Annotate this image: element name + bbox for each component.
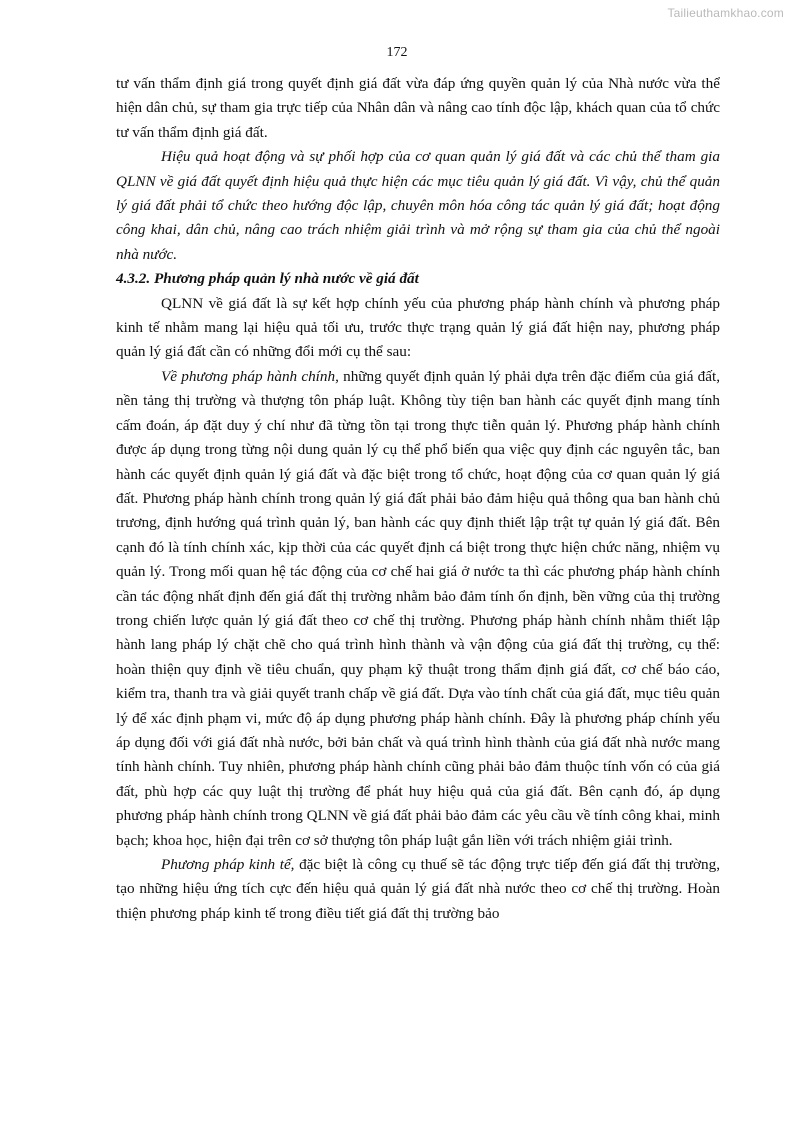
administrative-method-lead: Về phương pháp hành chính [161, 367, 336, 385]
paragraph-continuation: tư vấn thẩm định giá trong quyết định giá đất vừa đáp ứng quyền quản lý của Nhà nước vừa thể hiện dân chủ, sự tham gia trực tiếp của Nhân dân và nâng cao tính độc lập, khách quan của tổ chức tư vấn thẩm định giá đất. [116, 75, 720, 141]
paragraph-qlnn-intro: QLNN về giá đất là sự kết hợp chính yếu của phương pháp hành chính và phương pháp kinh tế nhằm mang lại hiệu quả tối ưu, trước thực trạng quản lý giá đất hiện nay, phương pháp quản lý giá đất cần có những đổi mới cụ thể sau: [116, 294, 720, 361]
paragraph-italic-effectiveness: Hiệu quả hoạt động và sự phối hợp của cơ quan quản lý giá đất và các chủ thể tham gia QLNN về giá đất quyết định hiệu quả thực hiện các mục tiêu quản lý giá đất. Vì vậy, chủ thể quản lý giá đất phải tổ chức theo hướng độc lập, chuyên môn hóa công tác quản lý giá đất; hoạt động công khai, dân chủ, nâng cao trách nhiệm giải trình và mở rộng sự tham gia của chủ thể ngoài nhà nước. [116, 148, 720, 263]
paragraph-economic-method [116, 853, 720, 926]
watermark-text: Tailieuthamkhao.com [667, 6, 784, 20]
paragraph-administrative-method [116, 365, 720, 853]
document-body [116, 72, 720, 926]
administrative-method-body: , những quyết định quản lý phải dựa trên đặc điểm của giá đất, nền tảng thị trường và thượng tôn pháp luật. Không tùy tiện ban hành các quyết định mang tính cấm đoán, áp đặt duy ý chí như đã từng tồn tại trong thực tiễn quản lý. Phương pháp hành chính được áp dụng trong từng nội dung quản lý cụ thể phổ biến qua việc quy định các nguyên tắc, ban hành các quyết định quản lý giá đất và đặc biệt trong tổ chức, hoạt động của cơ quan quản lý giá đất. Phương pháp hành chính trong quản lý giá đất phải bảo đảm hiệu quả thông qua ban hành chủ trương, định hướng quá trình quản lý, ban hành các quy định thiết lập trật tự quản lý giá đất. Bên cạnh đó là tính chính xác, kịp thời của các quyết định cá biệt trong thực hiện chức năng, nhiệm vụ quản lý. Trong mối quan hệ tác động của cơ chế hai giá ở nước ta thì các phương pháp hành chính cần tác động nhất định đến giá đất thị trường nhằm bảo đảm tính ổn định, bền vững của thị trường trong chiến lược quản lý giá đất theo cơ chế thị trường. Phương pháp hành chính nhằm thiết lập hành lang pháp lý chặt chẽ cho quá trình hình thành và vận động của giá đất thị trường, cụ thể: hoàn thiện quy định về tiêu chuẩn, quy phạm kỹ thuật trong thẩm định giá đất, cơ chế báo cáo, kiểm tra, thanh tra và giải quyết tranh chấp về giá đất. Dựa vào tính chất của giá đất, mục tiêu quản lý để xác định phạm vi, mức độ áp dụng phương pháp hành chính. Đây là phương pháp chính yếu áp dụng đối với giá đất nhà nước, bởi bản chất và quá trình hình thành của giá đất nhà nước mang tính hành chính. Tuy nhiên, phương pháp hành chính cũng phải bảo đảm thuộc tính vốn có của giá đất, phù hợp các quy luật thị trường để phát huy hiệu quả của giá đất. Bên cạnh đó, áp dụng phương pháp hành chính trong QLNN về giá đất phải bảo đảm các yêu cầu về tính công khai, minh bạch; khoa học, hiện đại trên cơ sở thượng tôn pháp luật gắn liền với trách nhiệm giải trình. [116, 367, 720, 849]
page-number: 172 [386, 45, 408, 60]
economic-method-body: đặc biệt là công cụ thuế sẽ tác động trực tiếp đến giá đất thị trường, tạo những hiệu ứng tích cực đến hiệu quả quản lý giá đất nhà nước theo cơ chế thị trường. Hoàn thiện phương pháp kinh tế trong điều tiết giá đất thị trường bảo [116, 856, 720, 922]
section-heading-4-3-2: 4.3.2. Phương pháp quản lý nhà nước về giá đất [116, 270, 419, 288]
economic-method-lead: Phương pháp kinh tế, [161, 856, 295, 873]
